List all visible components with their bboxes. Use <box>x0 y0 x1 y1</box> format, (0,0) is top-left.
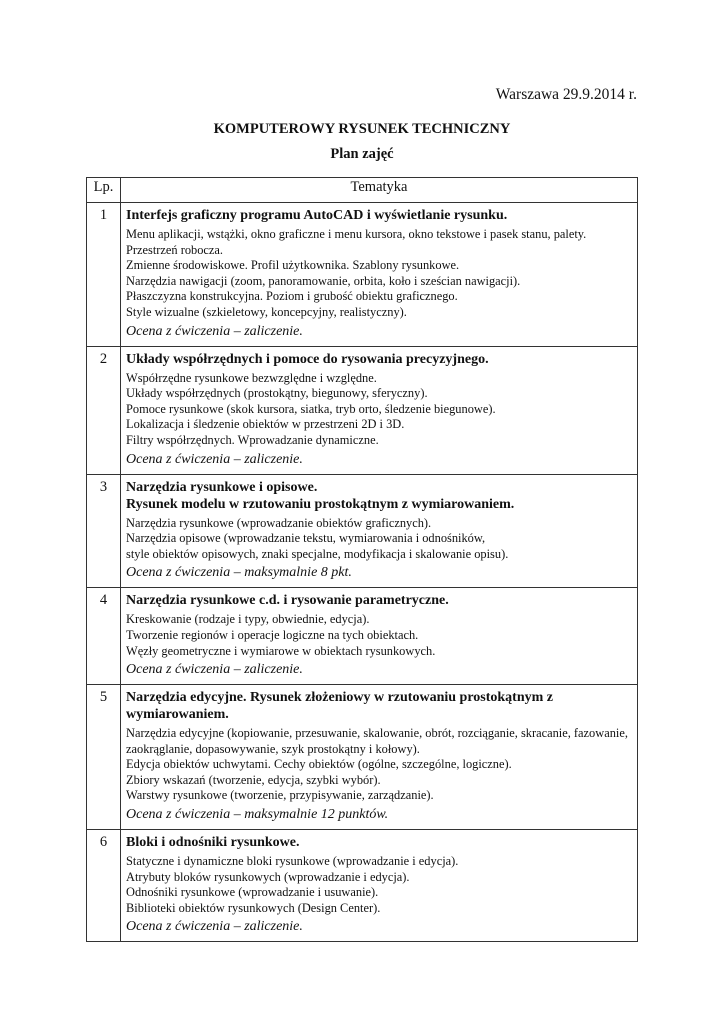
table-row <box>87 346 638 474</box>
row-number: 4 <box>87 588 121 685</box>
detail-line: Atrybuty bloków rysunkowych (wprowadzanie i edycja). <box>126 869 410 884</box>
column-header-tematyka: Tematyka <box>121 178 638 203</box>
detail-line: Narzędzia nawigacji (zoom, panoramowanie, orbita, koło i sześcian nawigacji). <box>126 273 521 288</box>
table-row <box>87 474 638 588</box>
grade-note: Ocena z ćwiczenia – maksymalnie 8 pkt. <box>126 565 352 581</box>
detail-line: Edycja obiektów uchwytami. Cechy obiektów (ogólne, szczególne, logiczne). <box>126 757 512 772</box>
row-number: 2 <box>87 346 121 474</box>
detail-line: style obiektów opisowych, znaki specjalne, modyfikacja i skalowanie opisu). <box>126 546 509 561</box>
topic-details <box>126 516 631 563</box>
detail-line: Filtry współrzędnych. Wprowadzanie dynamiczne. <box>126 432 379 447</box>
detail-line: Odnośniki rysunkowe (wprowadzanie i usuwanie). <box>126 885 379 900</box>
detail-line: Statyczne i dynamiczne bloki rysunkowe (wprowadzanie i edycja). <box>126 854 459 869</box>
detail-line: Zbiory wskazań (tworzenie, edycja, szybki wybór). <box>126 772 381 787</box>
topic-title: Narzędzia edycyjne. Rysunek złożeniowy w rzutowaniu prostokątnym z wymiarowaniem. <box>126 690 553 723</box>
schedule-table <box>86 177 638 942</box>
document-title: KOMPUTEROWY RYSUNEK TECHNICZNY <box>213 121 511 137</box>
topic-title: Bloki i odnośniki rysunkowe. <box>126 835 300 851</box>
topic-title: Narzędzia rysunkowe c.d. i rysowanie parametryczne. <box>126 593 449 609</box>
topic-title: Rysunek modelu w rzutowaniu prostokątnym z wymiarowaniem. <box>126 496 515 512</box>
detail-line: Kreskowanie (rodzaje i typy, obwiednie, edycja). <box>126 612 370 627</box>
grade-note: Ocena z ćwiczenia – zaliczenie. <box>126 662 303 678</box>
detail-line: Pomoce rysunkowe (skok kursora, siatka, tryb orto, śledzenie biegunowe). <box>126 401 496 416</box>
detail-line: Lokalizacja i śledzenie obiektów w przestrzeni 2D i 3D. <box>126 417 405 432</box>
detail-line: Współrzędne rysunkowe bezwzględne i względne. <box>126 370 377 385</box>
topic-title: Układy współrzędnych i pomoce do rysowania precyzyjnego. <box>126 351 489 367</box>
table-header-row <box>87 178 638 203</box>
row-number: 3 <box>87 474 121 588</box>
table-row <box>87 685 638 830</box>
topic-title: Narzędzia rysunkowe i opisowe. <box>126 479 318 495</box>
detail-line: Style wizualne (szkieletowy, koncepcyjny, realistyczny). <box>126 304 407 319</box>
row-number: 5 <box>87 685 121 830</box>
detail-line: Zmienne środowiskowe. Profil użytkownika. Szablony rysunkowe. <box>126 258 460 273</box>
row-content <box>121 203 638 347</box>
table-row <box>87 203 638 347</box>
detail-line: Narzędzia edycyjne (kopiowanie, przesuwanie, skalowanie, obrót, rozciąganie, skracanie, fazowanie, zaokrąglanie, dopasowywanie, szyk prostokątny i kołowy). <box>126 726 628 756</box>
row-content <box>121 346 638 474</box>
row-number: 1 <box>87 203 121 347</box>
document-subtitle: Plan zajęć <box>330 146 394 162</box>
row-content <box>121 830 638 942</box>
detail-line: Węzły geometryczne i wymiarowe w obiektach rysunkowych. <box>126 643 436 658</box>
detail-line: Tworzenie regionów i operacje logiczne na tych obiektach. <box>126 627 419 642</box>
row-content <box>121 685 638 830</box>
grade-note: Ocena z ćwiczenia – zaliczenie. <box>126 323 303 339</box>
table-row <box>87 588 638 685</box>
topic-details <box>126 612 631 659</box>
detail-line: Menu aplikacji, wstążki, okno graficzne i menu kursora, okno tekstowe i pasek stanu, palety. Przestrzeń robocza. <box>126 227 587 257</box>
detail-line: Układy współrzędnych (prostokątny, biegunowy, sferyczny). <box>126 386 428 401</box>
grade-note: Ocena z ćwiczenia – maksymalnie 12 punktów. <box>126 807 389 823</box>
topic-details <box>126 726 631 804</box>
row-content <box>121 588 638 685</box>
topic-title: Interfejs graficzny programu AutoCAD i wyświetlanie rysunku. <box>126 208 508 223</box>
table-row <box>87 830 638 942</box>
detail-line: Płaszczyzna konstrukcyjna. Poziom i grubość obiektu graficznego. <box>126 289 458 304</box>
grade-note: Ocena z ćwiczenia – zaliczenie. <box>126 919 303 935</box>
table-body <box>87 203 638 942</box>
topic-details <box>126 227 631 321</box>
row-content <box>121 474 638 588</box>
grade-note: Ocena z ćwiczenia – zaliczenie. <box>126 451 303 467</box>
column-header-lp: Lp. <box>87 178 121 203</box>
topic-details <box>126 854 631 916</box>
topic-details <box>126 371 631 449</box>
row-number: 6 <box>87 830 121 942</box>
detail-line: Narzędzia rysunkowe (wprowadzanie obiektów graficznych). <box>126 515 432 530</box>
detail-line: Biblioteki obiektów rysunkowych (Design Center). <box>126 900 381 915</box>
detail-line: Narzędzia opisowe (wprowadzanie tekstu, wymiarowania i odnośników, <box>126 531 486 546</box>
document-date: Warszawa 29.9.2014 r. <box>495 86 637 103</box>
detail-line: Warstwy rysunkowe (tworzenie, przypisywanie, zarządzanie). <box>126 788 434 803</box>
